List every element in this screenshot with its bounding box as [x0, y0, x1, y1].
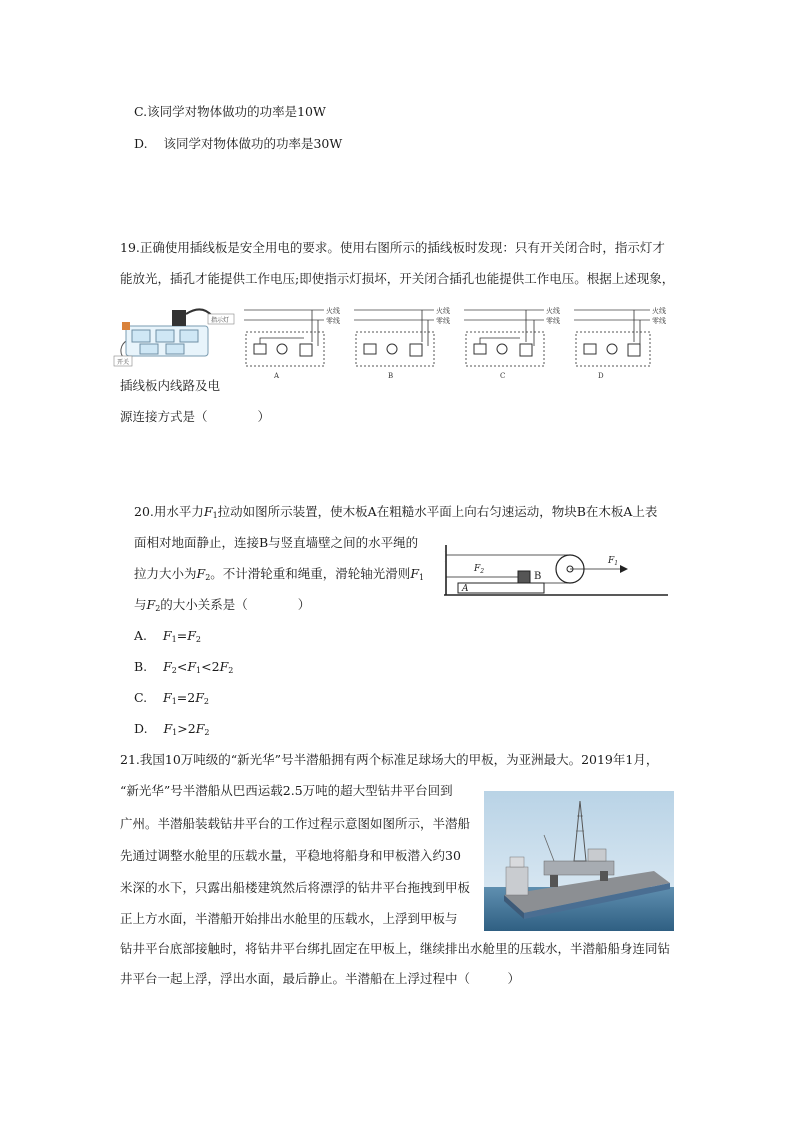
q18-option-d [134, 136, 342, 152]
f2-symbol-2: F [146, 597, 156, 612]
q20-line-1-post: 拉动如图所示装置，使木板A在粗糙水平面上向右匀速运动，物块B在木板A上表 [217, 504, 658, 519]
q19-line-1: 19.正确使用插线板是安全用电的要求。使用右图所示的插线板时发现：只有开关闭合时，指示灯才 [120, 240, 665, 255]
q21-line-8: 井平台一起上浮，浮出水面，最后静止。半潜船在上浮过程中（ ） [120, 971, 521, 986]
circuit-c [464, 306, 560, 380]
q20-line-4-pre: 与 [134, 597, 147, 612]
q20-option-c-label: C. [134, 690, 148, 705]
label-a: A [462, 584, 469, 594]
q19-line-2: 能放光，插孔才能提供工作电压;即使指示灯损坏，开关闭合插孔也能提供工作电压。根据上述现象， [120, 271, 675, 286]
neutral-wire-label-d: 零线 [652, 317, 666, 325]
q21-line-4: 先通过调整水舱里的压载水量，平稳地将船身和甲板潜入约30 [120, 848, 461, 863]
pulley-figure [444, 545, 668, 597]
f1-sub-2: 1 [419, 573, 425, 582]
q18-option-d-label: D. [134, 136, 148, 151]
q18-option-d-text: 该同学对物体做功的功率是30W [163, 136, 343, 151]
q20-line-4 [134, 597, 310, 617]
q20-line-4-post: 的大小关系是（ ） [160, 597, 311, 612]
semi-submersible-ship-photo [484, 791, 674, 931]
q21-line-6: 正上方水面，半潜船开始排出水舱里的压载水，上浮到甲板与 [120, 911, 458, 926]
circuit-label-b: B [388, 372, 394, 380]
q20-line-1 [134, 504, 657, 524]
q21-line-7: 钻井平台底部接触时，将钻井平台绑扎固定在甲板上，继续排出水舱里的压载水，半潜船船身连同钻 [120, 941, 671, 956]
circuit-a [244, 306, 340, 380]
q20-option-a: A. $F_1=F_2$ [134, 628, 201, 644]
live-wire-label-d: 火线 [652, 307, 666, 315]
circuit-label-c: C [500, 372, 506, 380]
q19-line-3: 插线板内线路及电 [120, 378, 221, 393]
f2-symbol: F [196, 566, 206, 581]
f2-sub-2: 2 [155, 604, 161, 613]
q21-line-3: 广州。半潜船装载钻井平台的工作过程示意图如图所示，半潜船 [120, 816, 471, 831]
q21-line-1: 21.我国10万吨级的“新光华”号半潜船拥有两个标准足球场大的甲板，为亚洲最大。2019年1月， [120, 752, 659, 767]
circuit-label-a: A [274, 372, 280, 380]
power-strip-figure [112, 300, 240, 370]
circuit-diagrams [244, 302, 674, 382]
circuit-label-d: D [598, 372, 604, 380]
q20-option-d: D. $F_1>2F_2$ [134, 721, 210, 737]
live-wire-label-c: 火线 [546, 307, 560, 315]
q20-line-1-pre: 20.用水平力 [134, 504, 204, 519]
neutral-wire-label-b: 零线 [436, 317, 450, 325]
q21-line-2: “新光华”号半潜船从巴西运载2.5万吨的超大型钻井平台回到 [120, 783, 453, 798]
f1-symbol: F [203, 504, 213, 519]
q20-line-3 [134, 566, 424, 586]
q20-option-c: C. $F_1=2F_2$ [134, 690, 209, 706]
neutral-wire-label-a: 零线 [326, 317, 340, 325]
f1-sub: 1 [212, 511, 218, 520]
q20-option-b: B. $F_2<F_1<2F_2$ [134, 659, 234, 675]
q20-line-3-post: 。不计滑轮重和绳重，滑轮轴光滑则 [210, 566, 411, 581]
indicator-label: 指示灯 [211, 317, 230, 324]
live-wire-label-a: 火线 [326, 307, 340, 315]
q18-option-c: C.该同学对物体做功的功率是10W [134, 104, 326, 119]
circuit-b [354, 306, 450, 380]
f1-symbol-2: F [410, 566, 419, 581]
q20-line-2: 面相对地面静止，连接B与竖直墙壁之间的水平绳的 [134, 535, 419, 550]
q20-option-d-label: D. [134, 721, 148, 736]
q20-line-3-pre: 拉力大小为 [134, 566, 197, 581]
q19-line-4: 源连接方式是（ ） [120, 409, 271, 424]
label-b: B [534, 571, 542, 582]
label-f2: $F_2$ [474, 564, 485, 575]
neutral-wire-label-c: 零线 [546, 317, 560, 325]
q20-option-a-label: A. [134, 628, 148, 643]
q21-line-5: 米深的水下，只露出船楼建筑然后将漂浮的钻井平台拖拽到甲板 [120, 880, 471, 895]
circuit-d [574, 306, 666, 380]
f2-sub: 2 [205, 573, 211, 582]
q20-option-b-label: B. [134, 659, 148, 674]
switch-label: 开关 [117, 359, 130, 366]
live-wire-label-b: 火线 [436, 307, 450, 315]
label-f1: $F_1$ [608, 556, 619, 567]
